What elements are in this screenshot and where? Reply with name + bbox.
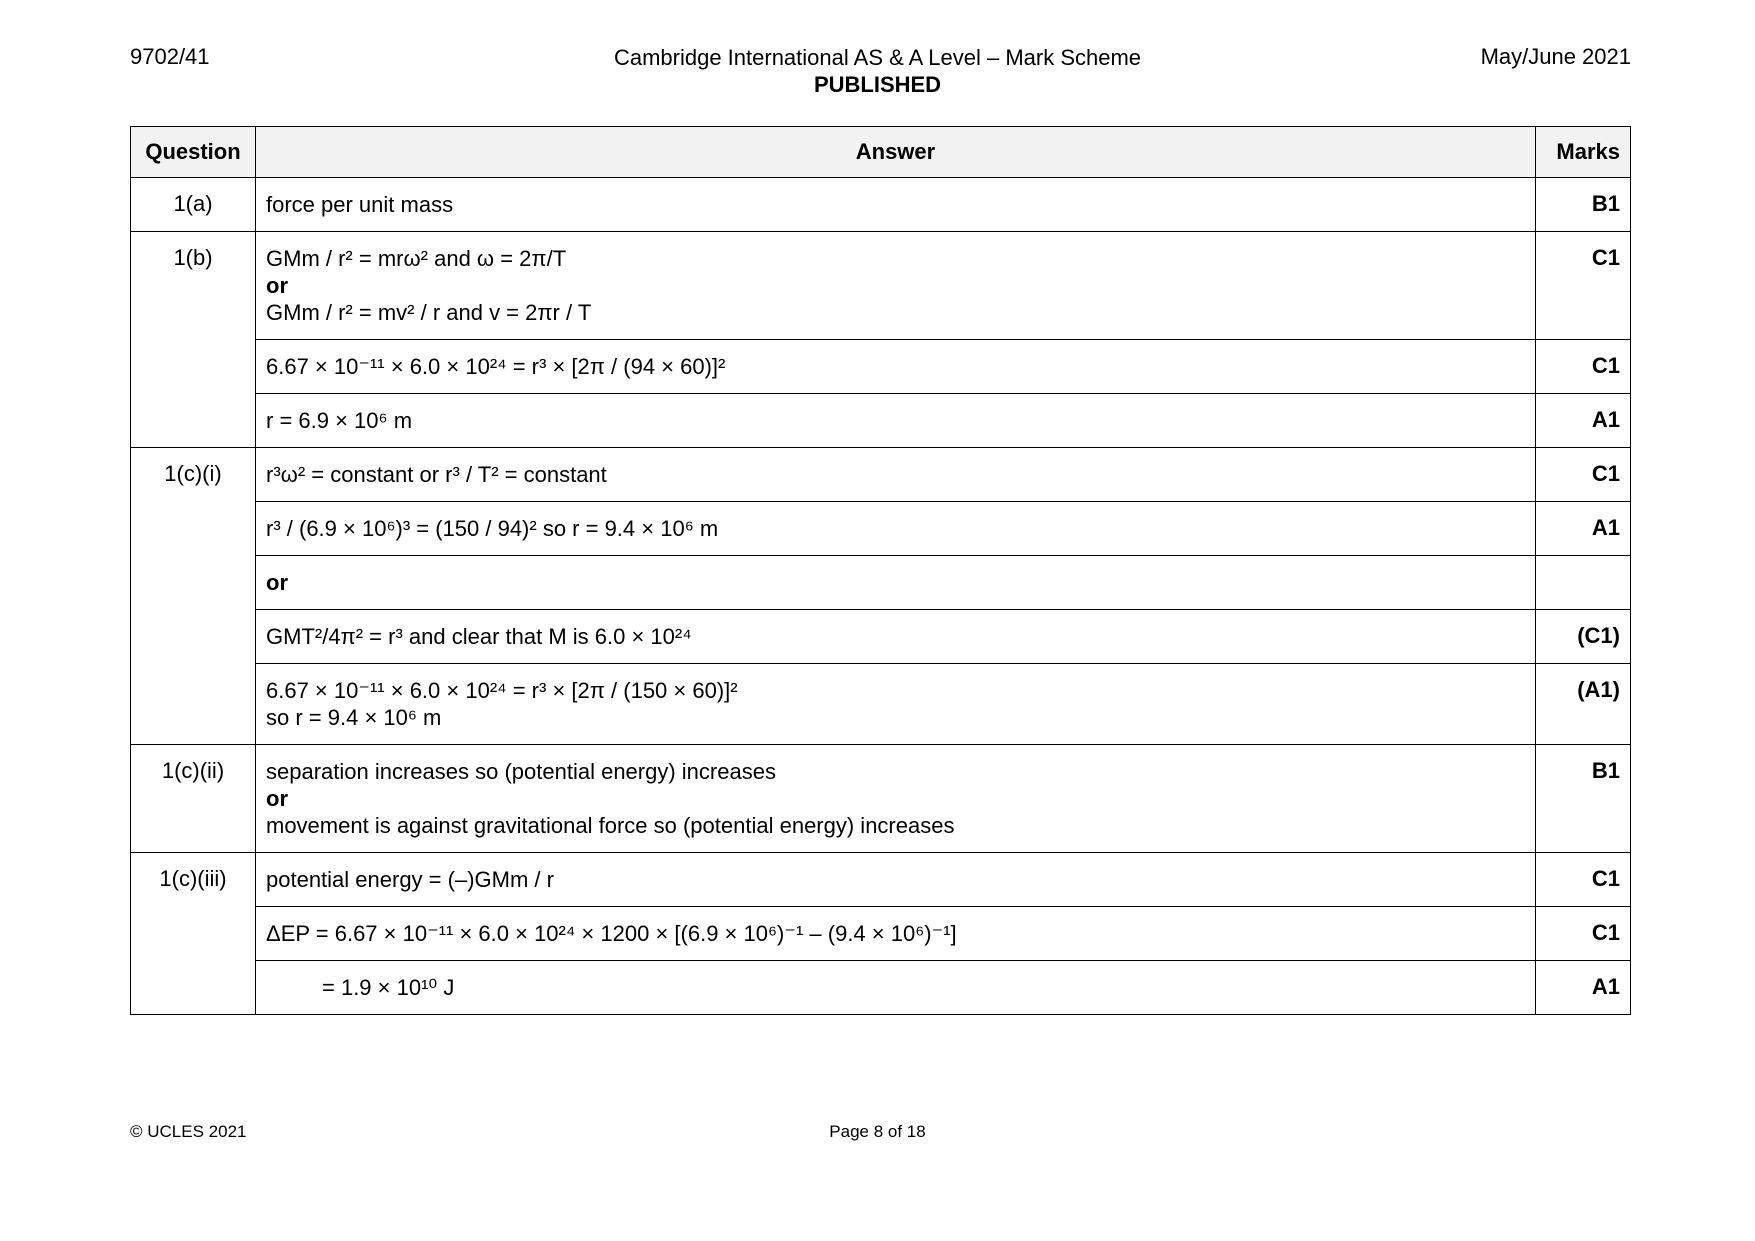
answer-line: GMm / r² = mrω² and ω = 2π/T	[266, 246, 567, 271]
answer-column-header: Answer	[256, 127, 1536, 178]
document-code: 9702/41	[130, 44, 210, 69]
table-row	[131, 853, 1631, 907]
table-row	[131, 502, 1631, 556]
mark-cell: A1	[1536, 394, 1631, 448]
table-row	[131, 664, 1631, 745]
answer-cell	[256, 394, 1536, 448]
answer-line: r = 6.9 × 10⁶ m	[266, 408, 413, 433]
mark-cell: C1	[1536, 853, 1631, 907]
published-label: PUBLISHED	[813, 72, 942, 97]
answer-line: movement is against gravitational force so (potential energy) increases	[266, 813, 955, 838]
answer-cell	[256, 664, 1536, 745]
answer-line-or: or	[266, 570, 288, 595]
answer-cell	[256, 961, 1536, 1015]
table-row	[131, 907, 1631, 961]
mark-scheme-table	[130, 126, 1631, 1015]
mark-cell: C1	[1536, 907, 1631, 961]
question-number: 1(c)(ii)	[131, 745, 256, 853]
question-column-header: Question	[131, 127, 256, 178]
mark-cell: A1	[1536, 502, 1631, 556]
answer-cell	[256, 610, 1536, 664]
answer-line: potential energy = (–)GMm / r	[266, 867, 554, 892]
answer-line: separation increases so (potential energy) increases	[266, 759, 776, 784]
answer-line: 6.67 × 10⁻¹¹ × 6.0 × 10²⁴ = r³ × [2π / (94 × 60)]²	[266, 354, 726, 379]
answer-cell	[256, 232, 1536, 340]
answer-line-or: or	[266, 273, 288, 298]
mark-cell: (C1)	[1536, 610, 1631, 664]
mark-cell: B1	[1536, 745, 1631, 853]
answer-line: r³ / (6.9 × 10⁶)³ = (150 / 94)² so r = 9.4 × 10⁶ m	[266, 516, 719, 541]
answer-line: r³ω² = constant or r³ / T² = constant	[266, 462, 607, 487]
answer-line: ΔEP = 6.67 × 10⁻¹¹ × 6.0 × 10²⁴ × 1200 × [(6.9 × 10⁶)⁻¹ – (9.4 × 10⁶)⁻¹]	[266, 921, 957, 946]
answer-line: GMT²/4π² = r³ and clear that M is 6.0 × 10²⁴	[266, 624, 692, 649]
answer-line: = 1.9 × 10¹⁰ J	[322, 975, 455, 1000]
answer-cell	[256, 340, 1536, 394]
table-row	[131, 745, 1631, 853]
marks-column-header: Marks	[1536, 127, 1631, 178]
table-row	[131, 961, 1631, 1015]
answer-cell	[256, 178, 1536, 232]
answer-line: GMm / r² = mv² / r and v = 2πr / T	[266, 300, 592, 325]
answer-line-or: or	[266, 786, 288, 811]
table-row	[131, 340, 1631, 394]
answer-cell	[256, 448, 1536, 502]
mark-cell: A1	[1536, 961, 1631, 1015]
page-number: Page 8 of 18	[829, 1122, 926, 1141]
exam-session: May/June 2021	[1480, 44, 1631, 69]
mark-cell: (A1)	[1536, 664, 1631, 745]
question-number: 1(a)	[131, 178, 256, 232]
table-row	[131, 178, 1631, 232]
answer-line: so r = 9.4 × 10⁶ m	[266, 705, 442, 730]
table-row	[131, 394, 1631, 448]
document-title-text: Cambridge International AS & A Level – Mark Scheme	[613, 45, 1142, 70]
answer-cell	[256, 907, 1536, 961]
question-number: 1(c)(iii)	[131, 853, 256, 1015]
table-row	[131, 556, 1631, 610]
question-number: 1(c)(i)	[131, 448, 256, 745]
table-header-row	[131, 127, 1631, 178]
table-row	[131, 448, 1631, 502]
question-number: 1(b)	[131, 232, 256, 448]
answer-cell	[256, 502, 1536, 556]
answer-cell	[256, 853, 1536, 907]
copyright-notice: © UCLES 2021	[130, 1122, 247, 1141]
mark-cell: C1	[1536, 448, 1631, 502]
answer-cell	[256, 556, 1536, 610]
answer-line: force per unit mass	[266, 192, 454, 217]
mark-cell	[1536, 556, 1631, 610]
answer-line: 6.67 × 10⁻¹¹ × 6.0 × 10²⁴ = r³ × [2π / (150 × 60)]²	[266, 678, 738, 703]
mark-cell: C1	[1536, 340, 1631, 394]
answer-cell	[256, 745, 1536, 853]
mark-cell: C1	[1536, 232, 1631, 340]
table-row	[131, 232, 1631, 340]
mark-cell: B1	[1536, 178, 1631, 232]
table-row	[131, 610, 1631, 664]
